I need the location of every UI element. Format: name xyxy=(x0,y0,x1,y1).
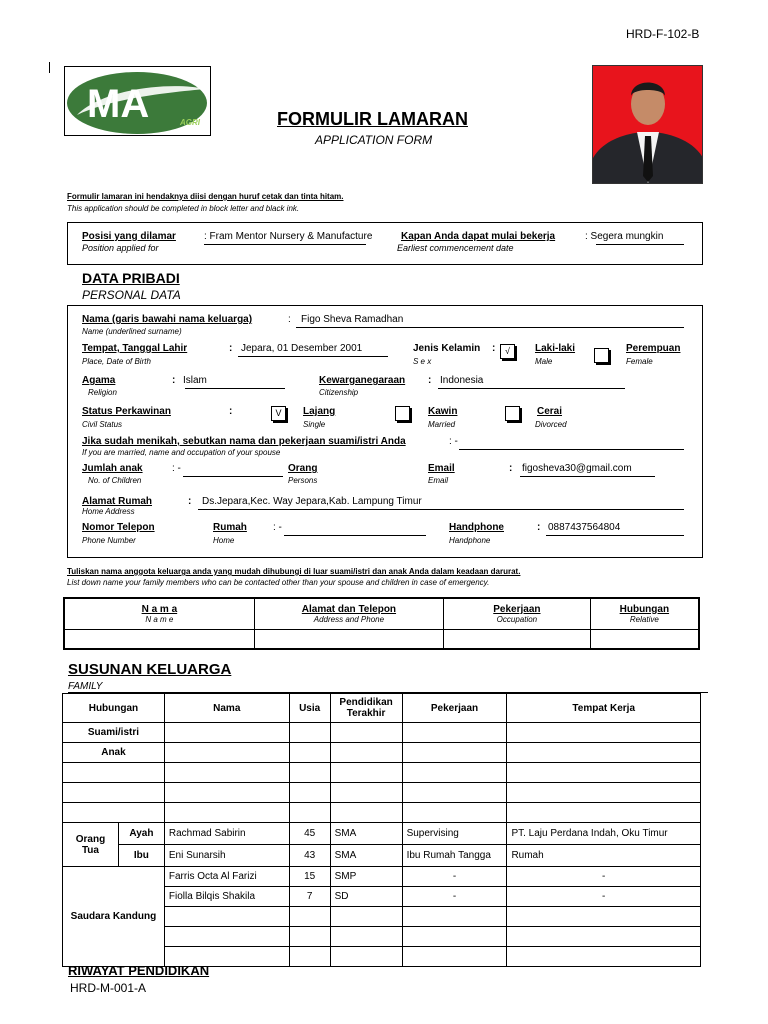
emergency-contact-table xyxy=(63,597,700,650)
female-checkbox[interactable] xyxy=(594,348,609,363)
personal-data-heading: DATA PRIBADI xyxy=(82,270,180,286)
sibling-workplace[interactable] xyxy=(507,907,701,927)
address-label: Alamat Rumah xyxy=(82,496,153,507)
family-cell[interactable] xyxy=(330,783,402,803)
single-checkbox[interactable]: V xyxy=(271,406,286,421)
father-label: Ayah xyxy=(118,823,164,845)
name-label: Nama (garis bawahi nama keluarga) xyxy=(82,314,253,325)
sibling-occupation[interactable] xyxy=(402,947,507,967)
sibling-education[interactable]: SMP xyxy=(330,867,402,887)
instruction-en: This application should be completed in block letter and black ink. xyxy=(67,204,300,213)
family-cell[interactable] xyxy=(330,763,402,783)
sibling-workplace[interactable]: - xyxy=(507,867,701,887)
birth-label: Tempat, Tanggal Lahir xyxy=(82,343,188,354)
family-heading-en: FAMILY xyxy=(68,681,103,692)
religion-colon: : xyxy=(172,375,176,386)
family-col-name: Nama xyxy=(164,694,289,723)
father-name[interactable]: Rachmad Sabirin xyxy=(164,823,289,845)
birth-label-en: Place, Date of Birth xyxy=(82,357,151,366)
family-table xyxy=(62,693,701,967)
mother-age[interactable]: 43 xyxy=(289,845,330,867)
phone-label: Nomor Telepon xyxy=(82,522,155,533)
divorced-label-en: Divorced xyxy=(535,420,567,429)
religion-value[interactable]: Islam xyxy=(183,375,207,386)
persons-label: Orang xyxy=(288,463,318,474)
family-col-education: Pendidikan Terakhir xyxy=(330,694,402,723)
married-label-en: Married xyxy=(428,420,456,429)
position-value[interactable]: : Fram Mentor Nursery & Manufacture xyxy=(204,231,373,242)
male-label-en: Male xyxy=(535,357,553,366)
emergency-cell[interactable] xyxy=(444,629,591,649)
sibling-education[interactable] xyxy=(330,947,402,967)
mother-label: Ibu xyxy=(118,845,164,867)
siblings-row-label: Saudara Kandung xyxy=(63,867,165,967)
logo-text: MA xyxy=(87,82,150,126)
sibling-occupation[interactable] xyxy=(402,927,507,947)
emergency-col-relative: Hubungan Relative xyxy=(590,598,699,629)
family-cell[interactable] xyxy=(330,743,402,763)
male-label: Laki-laki xyxy=(535,343,576,354)
emergency-cell[interactable] xyxy=(590,629,699,649)
form-subtitle: APPLICATION FORM xyxy=(315,133,433,147)
sex-colon: : xyxy=(492,343,496,354)
family-col-occupation: Pekerjaan xyxy=(402,694,507,723)
marital-label: Status Perkawinan xyxy=(82,406,171,417)
email-colon: : xyxy=(509,463,513,474)
sibling-name[interactable] xyxy=(164,907,289,927)
female-label: Perempuan xyxy=(626,343,681,354)
home-phone-label-en: Home xyxy=(213,536,235,545)
instruction-id: Formulir lamaran ini hendaknya diisi dengan huruf cetak dan tinta hitam. xyxy=(67,192,344,201)
family-cell[interactable] xyxy=(330,723,402,743)
sibling-age[interactable] xyxy=(289,927,330,947)
sibling-occupation[interactable] xyxy=(402,907,507,927)
personal-data-heading-en: PERSONAL DATA xyxy=(82,288,181,302)
address-value[interactable]: Ds.Jepara,Kec. Way Jepara,Kab. Lampung Timur xyxy=(202,496,422,507)
emergency-note-en: List down name your family members who can be contacted other than your spouse and children in case of emergency. xyxy=(67,578,490,587)
children-label-en: No. of Children xyxy=(88,476,142,485)
citizenship-label: Kewarganegaraan xyxy=(319,375,406,386)
married-checkbox[interactable] xyxy=(395,406,410,421)
home-phone-value[interactable]: : - xyxy=(273,522,282,533)
sibling-name[interactable]: Farris Octa Al Farizi xyxy=(164,867,289,887)
family-cell[interactable] xyxy=(289,783,330,803)
father-age[interactable]: 45 xyxy=(289,823,330,845)
parents-row-label: Orang Tua xyxy=(63,823,119,867)
sibling-education[interactable]: SD xyxy=(330,887,402,907)
sibling-workplace[interactable] xyxy=(507,927,701,947)
family-cell[interactable] xyxy=(402,723,507,743)
handphone-label: Handphone xyxy=(449,522,504,533)
religion-label: Agama xyxy=(82,375,116,386)
married-label: Kawin xyxy=(428,406,458,417)
children-value[interactable]: : - xyxy=(172,463,181,474)
sibling-age[interactable]: 7 xyxy=(289,887,330,907)
family-cell[interactable] xyxy=(289,803,330,823)
emergency-col-address: Alamat dan Telepon Address and Phone xyxy=(254,598,443,629)
emergency-cell[interactable] xyxy=(254,629,443,649)
family-cell[interactable] xyxy=(164,763,289,783)
emergency-col-name: N a m a N a m e xyxy=(64,598,254,629)
father-occupation[interactable]: Supervising xyxy=(402,823,507,845)
handphone-colon: : xyxy=(537,522,541,533)
female-label-en: Female xyxy=(626,357,653,366)
applicant-photo xyxy=(592,65,703,184)
spouse-value[interactable]: : - xyxy=(449,436,458,447)
start-date-label-en: Earliest commencement date xyxy=(397,243,514,253)
position-label-en: Position applied for xyxy=(82,243,159,253)
address-colon: : xyxy=(188,496,192,507)
family-cell[interactable] xyxy=(330,803,402,823)
marital-colon: : xyxy=(229,406,233,417)
family-cell[interactable] xyxy=(289,763,330,783)
single-label-en: Single xyxy=(303,420,326,429)
family-col-workplace: Tempat Kerja xyxy=(507,694,701,723)
family-cell[interactable] xyxy=(164,803,289,823)
emergency-cell[interactable] xyxy=(64,629,254,649)
name-value[interactable]: Figo Sheva Ramadhan xyxy=(301,314,404,325)
name-colon: : xyxy=(288,314,291,325)
spouse-label: Jika sudah menikah, sebutkan nama dan pekerjaan suami/istri Anda xyxy=(82,436,406,447)
home-phone-label: Rumah xyxy=(213,522,247,533)
emergency-col-occupation: Pekerjaan Occupation xyxy=(444,598,591,629)
family-cell[interactable] xyxy=(402,743,507,763)
family-col-relation: Hubungan xyxy=(63,694,165,723)
document-code: HRD-F-102-B xyxy=(626,27,700,41)
margin-mark xyxy=(49,62,50,73)
father-workplace[interactable]: PT. Laju Perdana Indah, Oku Timur xyxy=(507,823,701,845)
sibling-age[interactable] xyxy=(289,947,330,967)
sex-label: Jenis Kelamin xyxy=(413,343,481,354)
sibling-occupation[interactable]: - xyxy=(402,867,507,887)
family-cell[interactable] xyxy=(402,763,507,783)
sibling-education[interactable] xyxy=(330,927,402,947)
email-label: Email xyxy=(428,463,455,474)
logo-subtext: AGRI xyxy=(180,118,200,127)
mother-occupation[interactable]: Ibu Rumah Tangga xyxy=(402,845,507,867)
position-label: Posisi yang dilamar xyxy=(82,231,176,242)
family-cell[interactable] xyxy=(289,743,330,763)
family-cell[interactable] xyxy=(507,803,701,823)
citizenship-value[interactable]: Indonesia xyxy=(440,375,484,386)
email-value[interactable]: figosheva30@gmail.com xyxy=(522,463,632,474)
spouse-label-en: If you are married, name and occupation of your spouse xyxy=(82,448,281,457)
male-checkbox[interactable]: √ xyxy=(500,344,515,359)
divorced-label: Cerai xyxy=(537,406,563,417)
father-education[interactable]: SMA xyxy=(330,823,402,845)
family-cell[interactable] xyxy=(164,783,289,803)
birth-value[interactable]: Jepara, 01 Desember 2001 xyxy=(241,343,363,354)
address-label-en: Home Address xyxy=(82,507,135,516)
mother-education[interactable]: SMA xyxy=(330,845,402,867)
family-cell[interactable] xyxy=(507,743,701,763)
children-label: Jumlah anak xyxy=(82,463,143,474)
single-label: Lajang xyxy=(303,406,336,417)
handphone-label-en: Handphone xyxy=(449,536,491,545)
sibling-name[interactable]: Fiolla Bilqis Shakila xyxy=(164,887,289,907)
sibling-age[interactable]: 15 xyxy=(289,867,330,887)
divorced-checkbox[interactable] xyxy=(505,406,520,421)
mother-name[interactable]: Eni Sunarsih xyxy=(164,845,289,867)
form-title: FORMULIR LAMARAN xyxy=(277,109,468,129)
sex-label-en: S e x xyxy=(413,357,432,366)
citizenship-label-en: Citizenship xyxy=(319,388,359,397)
family-col-age: Usia xyxy=(289,694,330,723)
start-date-value[interactable]: : Segera mungkin xyxy=(585,231,664,242)
child-row-label: Anak xyxy=(63,743,165,763)
family-cell[interactable] xyxy=(507,723,701,743)
name-label-en: Name (underlined surname) xyxy=(82,327,182,336)
sibling-age[interactable] xyxy=(289,907,330,927)
family-cell[interactable] xyxy=(289,723,330,743)
education-heading: RIWAYAT PENDIDIKAN xyxy=(68,963,210,978)
birth-colon: : xyxy=(229,343,233,354)
sibling-workplace[interactable] xyxy=(507,947,701,967)
religion-label-en: Religion xyxy=(88,388,117,397)
phone-label-en: Phone Number xyxy=(82,536,136,545)
sibling-education[interactable] xyxy=(330,907,402,927)
family-cell[interactable] xyxy=(402,803,507,823)
sibling-occupation[interactable]: - xyxy=(402,887,507,907)
mother-workplace[interactable]: Rumah xyxy=(507,845,701,867)
sibling-workplace[interactable]: - xyxy=(507,887,701,907)
email-label-en: Email xyxy=(428,476,449,485)
footer-code: HRD-M-001-A xyxy=(70,981,147,995)
family-cell[interactable] xyxy=(164,743,289,763)
family-cell[interactable] xyxy=(507,763,701,783)
sibling-name[interactable] xyxy=(164,927,289,947)
citizenship-colon: : xyxy=(428,375,432,386)
family-cell[interactable] xyxy=(164,723,289,743)
company-logo xyxy=(64,66,211,136)
persons-label-en: Persons xyxy=(288,476,318,485)
emergency-note-id: Tuliskan nama anggota keluarga anda yang mudah dihubungi di luar suami/istri dan anak Anda dalam keadaan darurat. xyxy=(67,567,521,576)
start-date-label: Kapan Anda dapat mulai bekerja xyxy=(401,231,556,242)
marital-label-en: Civil Status xyxy=(82,420,123,429)
family-heading: SUSUNAN KELUARGA xyxy=(68,661,232,678)
logo-leaf-icon xyxy=(65,67,210,135)
handphone-value[interactable]: 0887437564804 xyxy=(548,522,621,533)
family-cell[interactable] xyxy=(402,783,507,803)
family-cell[interactable] xyxy=(507,783,701,803)
spouse-row-label: Suami/istri xyxy=(63,723,165,743)
